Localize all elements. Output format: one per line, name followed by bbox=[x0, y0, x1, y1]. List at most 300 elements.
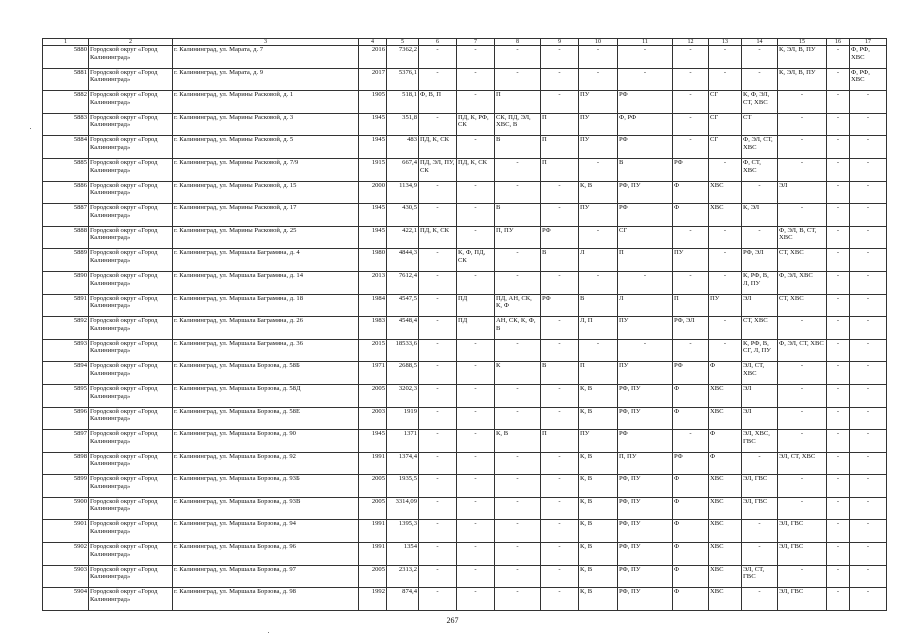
col-17-cell: Ф, РФ, ХВС bbox=[850, 46, 887, 69]
col-11-cell: Л bbox=[618, 294, 673, 317]
col-12-cell: - bbox=[673, 430, 709, 453]
col-7-cell: ПД bbox=[457, 294, 495, 317]
area-cell: 1395,3 bbox=[387, 520, 419, 543]
address-cell: г. Калининград, ул. Маршала Баграмяна, д. 14 bbox=[173, 271, 359, 294]
col-14-cell: ЭЛ, ХВС, ГВС bbox=[742, 430, 778, 453]
column-header: 16 bbox=[827, 39, 850, 46]
table-row bbox=[43, 339, 887, 362]
col-6-cell: - bbox=[419, 317, 457, 340]
column-header: 7 bbox=[457, 39, 495, 46]
column-header: 1 bbox=[43, 39, 89, 46]
col-17-cell: - bbox=[850, 362, 887, 385]
col-13-cell: СГ bbox=[709, 91, 742, 114]
col-9-cell: РФ bbox=[541, 226, 579, 249]
col-10-cell: - bbox=[579, 68, 618, 91]
municipality-cell: Городской округ «Город Калининград» bbox=[89, 68, 173, 91]
area-cell: 1374,4 bbox=[387, 452, 419, 475]
col-11-cell: РФ bbox=[618, 136, 673, 159]
col-8-cell: - bbox=[495, 520, 541, 543]
address-cell: г. Калининград, ул. Маршала Борзова, д. 90 bbox=[173, 430, 359, 453]
col-10-cell: - bbox=[579, 158, 618, 181]
municipality-cell: Городской округ «Город Калининград» bbox=[89, 339, 173, 362]
column-header: 14 bbox=[742, 39, 778, 46]
area-cell: 3202,3 bbox=[387, 384, 419, 407]
col-6-cell: Ф, В, П bbox=[419, 91, 457, 114]
area-cell: 4547,5 bbox=[387, 294, 419, 317]
col-12-cell: РФ bbox=[673, 158, 709, 181]
col-6-cell: ПД, ЭЛ, ПУ, СК bbox=[419, 158, 457, 181]
area-cell: 351,8 bbox=[387, 113, 419, 136]
col-17-cell: - bbox=[850, 226, 887, 249]
column-header: 13 bbox=[709, 39, 742, 46]
municipality-cell: Городской округ «Город Калининград» bbox=[89, 294, 173, 317]
col-13-cell: ХВС bbox=[709, 407, 742, 430]
col-11-cell: - bbox=[618, 68, 673, 91]
address-cell: г. Калининград, ул. Маршала Баграмяна, д. 26 bbox=[173, 317, 359, 340]
municipality-cell: Городской округ «Город Калининград» bbox=[89, 46, 173, 69]
col-13-cell: Ф bbox=[709, 430, 742, 453]
col-7-cell: ПД, К, РФ, СК bbox=[457, 113, 495, 136]
col-10-cell: В bbox=[579, 294, 618, 317]
col-16-cell: - bbox=[827, 407, 850, 430]
col-9-cell: - bbox=[541, 384, 579, 407]
year-built-cell: 1945 bbox=[359, 204, 387, 227]
row-number-cell: 5898 bbox=[43, 452, 89, 475]
row-number-cell: 5889 bbox=[43, 249, 89, 272]
col-7-cell: - bbox=[457, 136, 495, 159]
col-15-cell: ЭЛ bbox=[778, 181, 827, 204]
col-9-cell: - bbox=[541, 339, 579, 362]
col-15-cell: - bbox=[778, 384, 827, 407]
col-14-cell: - bbox=[742, 520, 778, 543]
municipality-cell: Городской округ «Город Калининград» bbox=[89, 158, 173, 181]
col-10-cell: ПУ bbox=[579, 204, 618, 227]
col-6-cell: - bbox=[419, 430, 457, 453]
col-9-cell: В bbox=[541, 362, 579, 385]
year-built-cell: 2017 bbox=[359, 68, 387, 91]
col-6-cell: - bbox=[419, 362, 457, 385]
col-7-cell: - bbox=[457, 565, 495, 588]
scan-speck bbox=[30, 128, 31, 129]
col-11-cell: РФ bbox=[618, 204, 673, 227]
year-built-cell: 2013 bbox=[359, 271, 387, 294]
col-12-cell: ПУ bbox=[673, 249, 709, 272]
col-10-cell: К, В bbox=[579, 543, 618, 566]
col-15-cell: - bbox=[778, 317, 827, 340]
row-number-cell: 5897 bbox=[43, 430, 89, 453]
col-6-cell: - bbox=[419, 339, 457, 362]
col-15-cell: Ф, ЭЛ, ХВС bbox=[778, 271, 827, 294]
col-12-cell: - bbox=[673, 91, 709, 114]
col-13-cell: - bbox=[709, 271, 742, 294]
address-cell: г. Калининград, ул. Маршала Борзова, д. 58Д bbox=[173, 384, 359, 407]
table-header bbox=[43, 39, 887, 46]
register-table bbox=[42, 38, 887, 611]
area-cell: 667,4 bbox=[387, 158, 419, 181]
col-11-cell: ПУ bbox=[618, 362, 673, 385]
area-cell: 3314,09 bbox=[387, 497, 419, 520]
table-row bbox=[43, 497, 887, 520]
col-13-cell: ХВС bbox=[709, 204, 742, 227]
col-13-cell: ХВС bbox=[709, 181, 742, 204]
address-cell: г. Калининград, ул. Марины Расковой, д. 5 bbox=[173, 136, 359, 159]
col-14-cell: - bbox=[742, 588, 778, 611]
col-8-cell: - bbox=[495, 588, 541, 611]
col-17-cell: - bbox=[850, 204, 887, 227]
col-15-cell: - bbox=[778, 204, 827, 227]
address-cell: г. Калининград, ул. Маршала Баграмяна, д. 4 bbox=[173, 249, 359, 272]
col-13-cell: ХВС bbox=[709, 520, 742, 543]
col-6-cell: - bbox=[419, 588, 457, 611]
row-number-cell: 5887 bbox=[43, 204, 89, 227]
row-number-cell: 5904 bbox=[43, 588, 89, 611]
col-10-cell: Л bbox=[579, 249, 618, 272]
column-header: 3 bbox=[173, 39, 359, 46]
col-6-cell: - bbox=[419, 497, 457, 520]
municipality-cell: Городской округ «Город Калининград» bbox=[89, 226, 173, 249]
address-cell: г. Калининград, ул. Марины Расковой, д. 15 bbox=[173, 181, 359, 204]
col-14-cell: ЭЛ bbox=[742, 294, 778, 317]
table-body bbox=[43, 46, 887, 611]
col-10-cell: К, В bbox=[579, 497, 618, 520]
col-8-cell: - bbox=[495, 46, 541, 69]
col-6-cell: - bbox=[419, 543, 457, 566]
col-12-cell: Ф bbox=[673, 520, 709, 543]
col-10-cell: К, В bbox=[579, 181, 618, 204]
col-9-cell: П bbox=[541, 158, 579, 181]
col-13-cell: ПУ bbox=[709, 294, 742, 317]
col-9-cell: - bbox=[541, 520, 579, 543]
col-14-cell: - bbox=[742, 68, 778, 91]
col-6-cell: - bbox=[419, 249, 457, 272]
col-15-cell: - bbox=[778, 91, 827, 114]
area-cell: 1134,9 bbox=[387, 181, 419, 204]
area-cell: 483 bbox=[387, 136, 419, 159]
col-11-cell: - bbox=[618, 271, 673, 294]
address-cell: г. Калининград, ул. Маршала Баграмяна, д. 18 bbox=[173, 294, 359, 317]
col-10-cell: ПУ bbox=[579, 113, 618, 136]
municipality-cell: Городской округ «Город Калининград» bbox=[89, 430, 173, 453]
column-header: 6 bbox=[419, 39, 457, 46]
address-cell: г. Калининград, ул. Марата, д. 7 bbox=[173, 46, 359, 69]
year-built-cell: 1945 bbox=[359, 136, 387, 159]
col-12-cell: Ф bbox=[673, 204, 709, 227]
row-number-cell: 5890 bbox=[43, 271, 89, 294]
municipality-cell: Городской округ «Город Калининград» bbox=[89, 181, 173, 204]
col-13-cell: - bbox=[709, 339, 742, 362]
col-10-cell: - bbox=[579, 46, 618, 69]
address-cell: г. Калининград, ул. Маршала Борзова, д. 98 bbox=[173, 588, 359, 611]
col-8-cell: В bbox=[495, 204, 541, 227]
col-10-cell: - bbox=[579, 339, 618, 362]
col-7-cell: - bbox=[457, 452, 495, 475]
address-cell: г. Калининград, ул. Маршала Борзова, д. 58Е bbox=[173, 407, 359, 430]
year-built-cell: 1991 bbox=[359, 452, 387, 475]
col-17-cell: - bbox=[850, 565, 887, 588]
year-built-cell: 2005 bbox=[359, 565, 387, 588]
col-11-cell: - bbox=[618, 339, 673, 362]
col-17-cell: - bbox=[850, 317, 887, 340]
area-cell: 422,1 bbox=[387, 226, 419, 249]
col-16-cell: - bbox=[827, 226, 850, 249]
table-row bbox=[43, 46, 887, 69]
address-cell: г. Калининград, ул. Марины Расковой, д. 7/9 bbox=[173, 158, 359, 181]
col-12-cell: РФ bbox=[673, 452, 709, 475]
col-12-cell: - bbox=[673, 271, 709, 294]
year-built-cell: 2005 bbox=[359, 475, 387, 498]
col-15-cell: - bbox=[778, 565, 827, 588]
col-16-cell: - bbox=[827, 158, 850, 181]
column-header: 11 bbox=[618, 39, 673, 46]
col-8-cell: СК, ПД, ЭЛ, ХВС, В bbox=[495, 113, 541, 136]
year-built-cell: 1905 bbox=[359, 91, 387, 114]
col-11-cell: П bbox=[618, 249, 673, 272]
col-15-cell: ЭЛ, ГВС bbox=[778, 543, 827, 566]
col-11-cell: СГ bbox=[618, 226, 673, 249]
col-15-cell: ЭЛ, ГВС bbox=[778, 520, 827, 543]
col-11-cell: РФ bbox=[618, 430, 673, 453]
col-8-cell: К, В bbox=[495, 430, 541, 453]
col-7-cell: - bbox=[457, 181, 495, 204]
col-17-cell: - bbox=[850, 430, 887, 453]
col-8-cell: - bbox=[495, 271, 541, 294]
row-number-cell: 5899 bbox=[43, 475, 89, 498]
col-16-cell: - bbox=[827, 362, 850, 385]
col-15-cell: - bbox=[778, 430, 827, 453]
col-14-cell: К, ЭЛ bbox=[742, 204, 778, 227]
col-10-cell: К, В bbox=[579, 565, 618, 588]
column-header: 10 bbox=[579, 39, 618, 46]
col-8-cell: - bbox=[495, 339, 541, 362]
col-14-cell: РФ, ЭЛ bbox=[742, 249, 778, 272]
col-11-cell: ПУ bbox=[618, 317, 673, 340]
col-17-cell: - bbox=[850, 91, 887, 114]
column-header: 5 bbox=[387, 39, 419, 46]
row-number-cell: 5880 bbox=[43, 46, 89, 69]
col-15-cell: Ф, ЭЛ, СТ, ХВС bbox=[778, 339, 827, 362]
col-14-cell: ЭЛ bbox=[742, 407, 778, 430]
col-17-cell: - bbox=[850, 113, 887, 136]
col-14-cell: - bbox=[742, 181, 778, 204]
col-15-cell: - bbox=[778, 136, 827, 159]
col-13-cell: СГ bbox=[709, 113, 742, 136]
col-6-cell: - bbox=[419, 565, 457, 588]
table-row bbox=[43, 294, 887, 317]
page-number: 267 bbox=[446, 616, 459, 625]
column-header: 2 bbox=[89, 39, 173, 46]
col-9-cell: РФ bbox=[541, 294, 579, 317]
col-8-cell: АН, СК, К, Ф, В bbox=[495, 317, 541, 340]
year-built-cell: 1983 bbox=[359, 317, 387, 340]
area-cell: 1935,5 bbox=[387, 475, 419, 498]
year-built-cell: 1980 bbox=[359, 249, 387, 272]
col-9-cell: - bbox=[541, 543, 579, 566]
municipality-cell: Городской округ «Город Калининград» bbox=[89, 588, 173, 611]
col-10-cell: К, В bbox=[579, 384, 618, 407]
col-17-cell: - bbox=[850, 271, 887, 294]
address-cell: г. Калининград, ул. Марины Расковой, д. 3 bbox=[173, 113, 359, 136]
col-17-cell: - bbox=[850, 588, 887, 611]
col-13-cell: ХВС bbox=[709, 588, 742, 611]
col-16-cell: - bbox=[827, 565, 850, 588]
col-13-cell: - bbox=[709, 68, 742, 91]
col-16-cell: - bbox=[827, 543, 850, 566]
col-8-cell: - bbox=[495, 407, 541, 430]
area-cell: 4844,3 bbox=[387, 249, 419, 272]
row-number-cell: 5891 bbox=[43, 294, 89, 317]
col-7-cell: - bbox=[457, 520, 495, 543]
col-6-cell: - bbox=[419, 181, 457, 204]
col-16-cell: - bbox=[827, 181, 850, 204]
col-11-cell: П, ПУ bbox=[618, 452, 673, 475]
address-cell: г. Калининград, ул. Маршала Борзова, д. 58Б bbox=[173, 362, 359, 385]
col-7-cell: - bbox=[457, 588, 495, 611]
col-9-cell: П bbox=[541, 430, 579, 453]
col-15-cell: - bbox=[778, 362, 827, 385]
column-header: 4 bbox=[359, 39, 387, 46]
col-11-cell: В bbox=[618, 158, 673, 181]
row-number-cell: 5903 bbox=[43, 565, 89, 588]
col-7-cell: - bbox=[457, 497, 495, 520]
municipality-cell: Городской округ «Город Калининград» bbox=[89, 204, 173, 227]
col-13-cell: СГ bbox=[709, 136, 742, 159]
col-17-cell: - bbox=[850, 158, 887, 181]
col-9-cell: - bbox=[541, 68, 579, 91]
col-9-cell: П bbox=[541, 113, 579, 136]
col-9-cell: - bbox=[541, 91, 579, 114]
table-row bbox=[43, 543, 887, 566]
col-11-cell: РФ, ПУ bbox=[618, 588, 673, 611]
col-7-cell: - bbox=[457, 384, 495, 407]
col-13-cell: - bbox=[709, 226, 742, 249]
col-10-cell: ПУ bbox=[579, 136, 618, 159]
table-row bbox=[43, 520, 887, 543]
col-13-cell: - bbox=[709, 249, 742, 272]
col-8-cell: ПД, АН, СК, К, Ф bbox=[495, 294, 541, 317]
col-16-cell: - bbox=[827, 452, 850, 475]
col-7-cell: - bbox=[457, 46, 495, 69]
year-built-cell: 2005 bbox=[359, 384, 387, 407]
col-14-cell: СТ bbox=[742, 113, 778, 136]
col-7-cell: - bbox=[457, 543, 495, 566]
col-15-cell: К, ЭЛ, В, ПУ bbox=[778, 68, 827, 91]
col-16-cell: - bbox=[827, 430, 850, 453]
municipality-cell: Городской округ «Город Калининград» bbox=[89, 317, 173, 340]
col-12-cell: Ф bbox=[673, 384, 709, 407]
col-15-cell: ЭЛ, СТ, ХВС bbox=[778, 452, 827, 475]
col-17-cell: - bbox=[850, 339, 887, 362]
row-number-cell: 5885 bbox=[43, 158, 89, 181]
table-row bbox=[43, 113, 887, 136]
col-14-cell: ЭЛ bbox=[742, 384, 778, 407]
col-15-cell: - bbox=[778, 158, 827, 181]
area-cell: 7612,4 bbox=[387, 271, 419, 294]
col-13-cell: ХВС bbox=[709, 565, 742, 588]
col-6-cell: - bbox=[419, 384, 457, 407]
address-cell: г. Калининград, ул. Марины Расковой, д. 25 bbox=[173, 226, 359, 249]
col-11-cell: РФ, ПУ bbox=[618, 497, 673, 520]
row-number-cell: 5895 bbox=[43, 384, 89, 407]
col-11-cell: РФ, ПУ bbox=[618, 520, 673, 543]
municipality-cell: Городской округ «Город Калининград» bbox=[89, 91, 173, 114]
col-8-cell: В bbox=[495, 136, 541, 159]
col-11-cell: - bbox=[618, 46, 673, 69]
municipality-cell: Городской округ «Город Калининград» bbox=[89, 384, 173, 407]
address-cell: г. Калининград, ул. Марины Расковой, д. 1 bbox=[173, 91, 359, 114]
year-built-cell: 1945 bbox=[359, 113, 387, 136]
municipality-cell: Городской округ «Город Калининград» bbox=[89, 407, 173, 430]
column-header: 8 bbox=[495, 39, 541, 46]
col-11-cell: РФ, ПУ bbox=[618, 565, 673, 588]
col-8-cell: П, ПУ bbox=[495, 226, 541, 249]
col-16-cell: - bbox=[827, 384, 850, 407]
col-16-cell: - bbox=[827, 520, 850, 543]
year-built-cell: 2005 bbox=[359, 497, 387, 520]
col-16-cell: - bbox=[827, 271, 850, 294]
row-number-cell: 5892 bbox=[43, 317, 89, 340]
col-17-cell: - bbox=[850, 520, 887, 543]
col-13-cell: ХВС bbox=[709, 497, 742, 520]
year-built-cell: 2000 bbox=[359, 181, 387, 204]
table-row bbox=[43, 226, 887, 249]
table-row bbox=[43, 430, 887, 453]
col-7-cell: - bbox=[457, 271, 495, 294]
col-14-cell: К, Ф, ЭЛ, СТ, ХВС bbox=[742, 91, 778, 114]
col-12-cell: - bbox=[673, 113, 709, 136]
area-cell: 7362,2 bbox=[387, 46, 419, 69]
col-7-cell: - bbox=[457, 91, 495, 114]
col-8-cell: - bbox=[495, 68, 541, 91]
area-cell: 874,4 bbox=[387, 588, 419, 611]
year-built-cell: 1991 bbox=[359, 543, 387, 566]
col-11-cell: РФ bbox=[618, 91, 673, 114]
table-row bbox=[43, 158, 887, 181]
col-13-cell: ХВС bbox=[709, 384, 742, 407]
area-cell: 1371 bbox=[387, 430, 419, 453]
address-cell: г. Калининград, ул. Маршала Борзова, д. 93В bbox=[173, 497, 359, 520]
row-number-cell: 5882 bbox=[43, 91, 89, 114]
year-built-cell: 1991 bbox=[359, 520, 387, 543]
col-14-cell: - bbox=[742, 543, 778, 566]
col-6-cell: - bbox=[419, 46, 457, 69]
col-17-cell: - bbox=[850, 543, 887, 566]
col-16-cell: - bbox=[827, 339, 850, 362]
col-14-cell: ЭЛ, СТ, ХВС bbox=[742, 362, 778, 385]
row-number-cell: 5902 bbox=[43, 543, 89, 566]
col-7-cell: - bbox=[457, 407, 495, 430]
municipality-cell: Городской округ «Город Калининград» bbox=[89, 520, 173, 543]
col-6-cell: ПД, К, СК bbox=[419, 136, 457, 159]
municipality-cell: Городской округ «Город Калининград» bbox=[89, 452, 173, 475]
col-13-cell: ХВС bbox=[709, 543, 742, 566]
col-14-cell: - bbox=[742, 452, 778, 475]
col-15-cell: Ф, ЭЛ, В, СТ, ХВС bbox=[778, 226, 827, 249]
col-13-cell: - bbox=[709, 46, 742, 69]
row-number-cell: 5886 bbox=[43, 181, 89, 204]
col-8-cell: - bbox=[495, 475, 541, 498]
col-14-cell: Ф, СТ, ХВС bbox=[742, 158, 778, 181]
col-10-cell: ПУ bbox=[579, 430, 618, 453]
col-14-cell: ЭЛ, ГВС bbox=[742, 497, 778, 520]
col-7-cell: - bbox=[457, 226, 495, 249]
col-11-cell: РФ, ПУ bbox=[618, 475, 673, 498]
col-16-cell: - bbox=[827, 294, 850, 317]
col-12-cell: Ф bbox=[673, 565, 709, 588]
col-8-cell: - bbox=[495, 384, 541, 407]
col-10-cell: К, В bbox=[579, 520, 618, 543]
col-9-cell: - bbox=[541, 565, 579, 588]
col-9-cell: В bbox=[541, 249, 579, 272]
